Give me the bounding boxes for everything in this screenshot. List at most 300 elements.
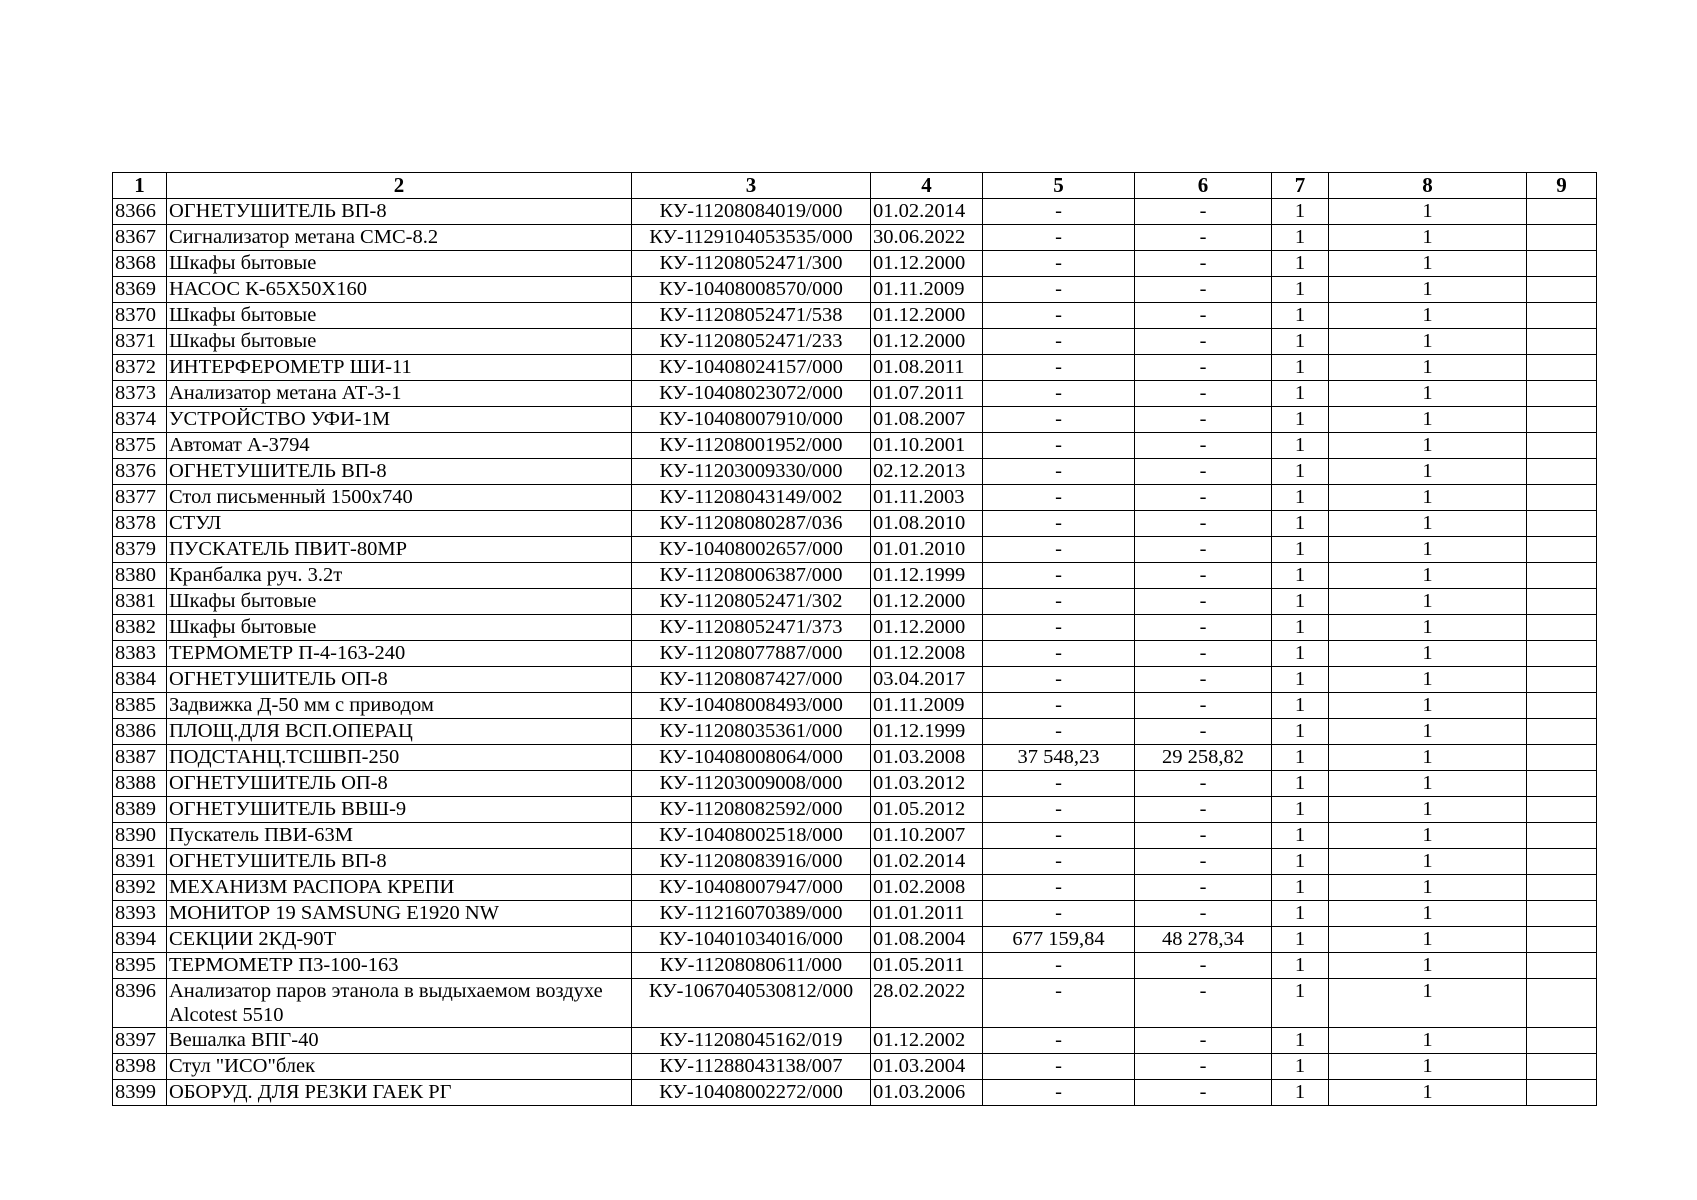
qty-col7-cell: 1 — [1272, 407, 1329, 433]
value-col6-cell: - — [1135, 511, 1272, 537]
qty-col8-cell: 1 — [1329, 511, 1527, 537]
date-cell: 01.11.2009 — [871, 693, 983, 719]
note-col9-cell — [1527, 927, 1597, 953]
row-number-cell: 8389 — [113, 797, 167, 823]
inventory-code-cell: КУ-11208084019/000 — [632, 199, 871, 225]
row-number-cell: 8383 — [113, 641, 167, 667]
value-col6-cell: - — [1135, 537, 1272, 563]
qty-col8-cell: 1 — [1329, 1028, 1527, 1054]
date-cell: 01.05.2012 — [871, 797, 983, 823]
table-row — [113, 329, 1597, 355]
qty-col7-cell: 1 — [1272, 1028, 1329, 1054]
qty-col8-cell: 1 — [1329, 355, 1527, 381]
table-row — [113, 849, 1597, 875]
row-number-cell: 8369 — [113, 277, 167, 303]
qty-col7-cell: 1 — [1272, 641, 1329, 667]
qty-col8-cell: 1 — [1329, 459, 1527, 485]
value-col6-cell: - — [1135, 953, 1272, 979]
inventory-code-cell: КУ-10408007947/000 — [632, 875, 871, 901]
date-cell: 01.01.2010 — [871, 537, 983, 563]
row-number-cell: 8399 — [113, 1080, 167, 1106]
qty-col7-cell: 1 — [1272, 797, 1329, 823]
qty-col8-cell: 1 — [1329, 277, 1527, 303]
item-name-cell: Шкафы бытовые — [167, 251, 632, 277]
item-name-cell: Автомат А-3794 — [167, 433, 632, 459]
inventory-code-cell: КУ-11208052471/302 — [632, 589, 871, 615]
date-cell: 01.08.2004 — [871, 927, 983, 953]
table-row — [113, 901, 1597, 927]
qty-col8-cell: 1 — [1329, 719, 1527, 745]
note-col9-cell — [1527, 693, 1597, 719]
qty-col7-cell: 1 — [1272, 563, 1329, 589]
table-row — [113, 615, 1597, 641]
value-col5-cell: - — [983, 485, 1135, 511]
column-header: 8 — [1329, 173, 1527, 199]
inventory-code-cell: КУ-10408024157/000 — [632, 355, 871, 381]
qty-col7-cell: 1 — [1272, 433, 1329, 459]
qty-col7-cell: 1 — [1272, 1080, 1329, 1106]
note-col9-cell — [1527, 667, 1597, 693]
note-col9-cell — [1527, 251, 1597, 277]
date-cell: 01.12.2000 — [871, 615, 983, 641]
value-col6-cell: - — [1135, 771, 1272, 797]
value-col6-cell: - — [1135, 225, 1272, 251]
qty-col8-cell: 1 — [1329, 849, 1527, 875]
qty-col7-cell: 1 — [1272, 823, 1329, 849]
value-col6-cell: - — [1135, 485, 1272, 511]
value-col5-cell: - — [983, 459, 1135, 485]
qty-col8-cell: 1 — [1329, 979, 1527, 1028]
date-cell: 02.12.2013 — [871, 459, 983, 485]
inventory-code-cell: КУ-10408002272/000 — [632, 1080, 871, 1106]
item-name-cell: УСТРОЙСТВО УФИ-1М — [167, 407, 632, 433]
note-col9-cell — [1527, 745, 1597, 771]
table-row — [113, 459, 1597, 485]
inventory-code-cell: КУ-10408008064/000 — [632, 745, 871, 771]
row-number-cell: 8377 — [113, 485, 167, 511]
date-cell: 01.12.2000 — [871, 303, 983, 329]
row-number-cell: 8374 — [113, 407, 167, 433]
note-col9-cell — [1527, 1080, 1597, 1106]
item-name-cell: Кранбалка руч. 3.2т — [167, 563, 632, 589]
qty-col8-cell: 1 — [1329, 953, 1527, 979]
inventory-code-cell: КУ-11208035361/000 — [632, 719, 871, 745]
date-cell: 01.12.2000 — [871, 589, 983, 615]
item-name-cell: Сигнализатор метана СМС-8.2 — [167, 225, 632, 251]
value-col6-cell: - — [1135, 719, 1272, 745]
inventory-code-cell: КУ-11208080287/036 — [632, 511, 871, 537]
note-col9-cell — [1527, 771, 1597, 797]
row-number-cell: 8370 — [113, 303, 167, 329]
qty-col8-cell: 1 — [1329, 251, 1527, 277]
qty-col7-cell: 1 — [1272, 875, 1329, 901]
table-row — [113, 979, 1597, 1028]
note-col9-cell — [1527, 589, 1597, 615]
qty-col8-cell: 1 — [1329, 641, 1527, 667]
inventory-code-cell: КУ-11208087427/000 — [632, 667, 871, 693]
row-number-cell: 8390 — [113, 823, 167, 849]
table-row — [113, 719, 1597, 745]
row-number-cell: 8373 — [113, 381, 167, 407]
item-name-cell: Анализатор паров этанола в выдыхаемом воздухе Alcotest 5510 — [167, 979, 632, 1028]
qty-col7-cell: 1 — [1272, 225, 1329, 251]
value-col5-cell: - — [983, 589, 1135, 615]
item-name-cell: ОГНЕТУШИТЕЛЬ ВП-8 — [167, 849, 632, 875]
note-col9-cell — [1527, 1054, 1597, 1080]
note-col9-cell — [1527, 433, 1597, 459]
inventory-code-cell: КУ-10408023072/000 — [632, 381, 871, 407]
item-name-cell: ОГНЕТУШИТЕЛЬ ВВШ-9 — [167, 797, 632, 823]
qty-col7-cell: 1 — [1272, 251, 1329, 277]
item-name-cell: Задвижка Д-50 мм с приводом — [167, 693, 632, 719]
value-col5-cell: - — [983, 355, 1135, 381]
value-col6-cell: - — [1135, 823, 1272, 849]
item-name-cell: ПУСКАТЕЛЬ ПВИТ-80МР — [167, 537, 632, 563]
qty-col8-cell: 1 — [1329, 823, 1527, 849]
row-number-cell: 8385 — [113, 693, 167, 719]
value-col5-cell: - — [983, 901, 1135, 927]
value-col5-cell: - — [983, 641, 1135, 667]
date-cell: 01.12.2002 — [871, 1028, 983, 1054]
date-cell: 01.02.2008 — [871, 875, 983, 901]
inventory-code-cell: КУ-11288043138/007 — [632, 1054, 871, 1080]
value-col5-cell: - — [983, 667, 1135, 693]
value-col6-cell: - — [1135, 303, 1272, 329]
row-number-cell: 8384 — [113, 667, 167, 693]
inventory-code-cell: КУ-11208052471/233 — [632, 329, 871, 355]
inventory-code-cell: КУ-11208077887/000 — [632, 641, 871, 667]
qty-col8-cell: 1 — [1329, 537, 1527, 563]
value-col5-cell: - — [983, 615, 1135, 641]
date-cell: 01.05.2011 — [871, 953, 983, 979]
qty-col8-cell: 1 — [1329, 303, 1527, 329]
row-number-cell: 8387 — [113, 745, 167, 771]
inventory-code-cell: КУ-11208043149/002 — [632, 485, 871, 511]
date-cell: 01.10.2001 — [871, 433, 983, 459]
value-col5-cell: - — [983, 303, 1135, 329]
table-row — [113, 875, 1597, 901]
item-name-cell: ПЛОЩ.ДЛЯ ВСП.ОПЕРАЦ — [167, 719, 632, 745]
date-cell: 01.08.2011 — [871, 355, 983, 381]
note-col9-cell — [1527, 1028, 1597, 1054]
value-col6-cell: 48 278,34 — [1135, 927, 1272, 953]
table-row — [113, 823, 1597, 849]
row-number-cell: 8382 — [113, 615, 167, 641]
value-col5-cell: - — [983, 381, 1135, 407]
date-cell: 01.07.2011 — [871, 381, 983, 407]
qty-col8-cell: 1 — [1329, 771, 1527, 797]
value-col6-cell: - — [1135, 459, 1272, 485]
item-name-cell: Стул "ИСО"блек — [167, 1054, 632, 1080]
note-col9-cell — [1527, 615, 1597, 641]
value-col6-cell: - — [1135, 355, 1272, 381]
qty-col7-cell: 1 — [1272, 329, 1329, 355]
qty-col7-cell: 1 — [1272, 485, 1329, 511]
value-col5-cell: - — [983, 979, 1135, 1028]
item-name-cell: МОНИТОР 19 SAMSUNG E1920 NW — [167, 901, 632, 927]
date-cell: 01.03.2004 — [871, 1054, 983, 1080]
date-cell: 01.02.2014 — [871, 199, 983, 225]
table-row — [113, 1028, 1597, 1054]
value-col5-cell: - — [983, 433, 1135, 459]
value-col6-cell: - — [1135, 693, 1272, 719]
note-col9-cell — [1527, 381, 1597, 407]
qty-col8-cell: 1 — [1329, 407, 1527, 433]
qty-col8-cell: 1 — [1329, 329, 1527, 355]
value-col5-cell: - — [983, 719, 1135, 745]
qty-col8-cell: 1 — [1329, 225, 1527, 251]
note-col9-cell — [1527, 459, 1597, 485]
qty-col7-cell: 1 — [1272, 511, 1329, 537]
note-col9-cell — [1527, 225, 1597, 251]
row-number-cell: 8378 — [113, 511, 167, 537]
qty-col7-cell: 1 — [1272, 901, 1329, 927]
inventory-code-cell: КУ-11208001952/000 — [632, 433, 871, 459]
document-page — [112, 172, 1597, 1106]
note-col9-cell — [1527, 303, 1597, 329]
value-col6-cell: - — [1135, 849, 1272, 875]
note-col9-cell — [1527, 355, 1597, 381]
row-number-cell: 8375 — [113, 433, 167, 459]
row-number-cell: 8393 — [113, 901, 167, 927]
qty-col8-cell: 1 — [1329, 433, 1527, 459]
item-name-cell: ОБОРУД. ДЛЯ РЕЗКИ ГАЕК РГ — [167, 1080, 632, 1106]
value-col5-cell: - — [983, 693, 1135, 719]
row-number-cell: 8379 — [113, 537, 167, 563]
column-header: 1 — [113, 173, 167, 199]
table-body — [113, 199, 1597, 1106]
value-col6-cell: - — [1135, 1054, 1272, 1080]
value-col5-cell: - — [983, 849, 1135, 875]
table-row — [113, 927, 1597, 953]
note-col9-cell — [1527, 953, 1597, 979]
qty-col7-cell: 1 — [1272, 953, 1329, 979]
inventory-code-cell: КУ-11208006387/000 — [632, 563, 871, 589]
note-col9-cell — [1527, 979, 1597, 1028]
value-col6-cell: - — [1135, 1028, 1272, 1054]
table-row — [113, 1080, 1597, 1106]
inventory-code-cell: КУ-10408008493/000 — [632, 693, 871, 719]
date-cell: 01.12.1999 — [871, 563, 983, 589]
row-number-cell: 8381 — [113, 589, 167, 615]
item-name-cell: ОГНЕТУШИТЕЛЬ ОП-8 — [167, 771, 632, 797]
item-name-cell: СЕКЦИИ 2КД-90Т — [167, 927, 632, 953]
value-col6-cell: - — [1135, 615, 1272, 641]
inventory-code-cell: КУ-11208082592/000 — [632, 797, 871, 823]
value-col5-cell: - — [983, 1028, 1135, 1054]
qty-col8-cell: 1 — [1329, 381, 1527, 407]
column-header: 5 — [983, 173, 1135, 199]
item-name-cell: СТУЛ — [167, 511, 632, 537]
item-name-cell: НАСОС К-65Х50Х160 — [167, 277, 632, 303]
date-cell: 01.03.2008 — [871, 745, 983, 771]
table-row — [113, 381, 1597, 407]
row-number-cell: 8396 — [113, 979, 167, 1028]
value-col6-cell: - — [1135, 563, 1272, 589]
qty-col8-cell: 1 — [1329, 563, 1527, 589]
value-col6-cell: - — [1135, 199, 1272, 225]
item-name-cell: Шкафы бытовые — [167, 615, 632, 641]
row-number-cell: 8380 — [113, 563, 167, 589]
qty-col7-cell: 1 — [1272, 667, 1329, 693]
qty-col8-cell: 1 — [1329, 1080, 1527, 1106]
date-cell: 01.12.1999 — [871, 719, 983, 745]
row-number-cell: 8368 — [113, 251, 167, 277]
row-number-cell: 8395 — [113, 953, 167, 979]
table-row — [113, 251, 1597, 277]
note-col9-cell — [1527, 823, 1597, 849]
table-row — [113, 485, 1597, 511]
table-row — [113, 277, 1597, 303]
item-name-cell: МЕХАНИЗМ РАСПОРА КРЕПИ — [167, 875, 632, 901]
value-col5-cell: - — [983, 277, 1135, 303]
value-col6-cell: - — [1135, 589, 1272, 615]
qty-col8-cell: 1 — [1329, 901, 1527, 927]
table-row — [113, 537, 1597, 563]
value-col5-cell: - — [983, 771, 1135, 797]
qty-col8-cell: 1 — [1329, 615, 1527, 641]
table-row — [113, 1054, 1597, 1080]
row-number-cell: 8398 — [113, 1054, 167, 1080]
note-col9-cell — [1527, 277, 1597, 303]
date-cell: 28.02.2022 — [871, 979, 983, 1028]
value-col6-cell: - — [1135, 667, 1272, 693]
row-number-cell: 8394 — [113, 927, 167, 953]
qty-col7-cell: 1 — [1272, 1054, 1329, 1080]
value-col6-cell: - — [1135, 277, 1272, 303]
item-name-cell: Шкафы бытовые — [167, 589, 632, 615]
column-header: 7 — [1272, 173, 1329, 199]
row-number-cell: 8386 — [113, 719, 167, 745]
value-col5-cell: - — [983, 1080, 1135, 1106]
note-col9-cell — [1527, 511, 1597, 537]
qty-col7-cell: 1 — [1272, 355, 1329, 381]
value-col5-cell: - — [983, 329, 1135, 355]
qty-col8-cell: 1 — [1329, 1054, 1527, 1080]
table-row — [113, 199, 1597, 225]
qty-col8-cell: 1 — [1329, 693, 1527, 719]
qty-col7-cell: 1 — [1272, 979, 1329, 1028]
row-number-cell: 8372 — [113, 355, 167, 381]
item-name-cell: Шкафы бытовые — [167, 329, 632, 355]
item-name-cell: Пускатель ПВИ-63М — [167, 823, 632, 849]
table-row — [113, 693, 1597, 719]
table-row — [113, 407, 1597, 433]
qty-col7-cell: 1 — [1272, 459, 1329, 485]
value-col5-cell: - — [983, 823, 1135, 849]
qty-col8-cell: 1 — [1329, 927, 1527, 953]
table-row — [113, 355, 1597, 381]
value-col6-cell: - — [1135, 641, 1272, 667]
qty-col8-cell: 1 — [1329, 667, 1527, 693]
column-header: 3 — [632, 173, 871, 199]
value-col6-cell: - — [1135, 407, 1272, 433]
inventory-code-cell: КУ-11203009330/000 — [632, 459, 871, 485]
item-name-cell: Стол письменный 1500х740 — [167, 485, 632, 511]
note-col9-cell — [1527, 329, 1597, 355]
qty-col7-cell: 1 — [1272, 537, 1329, 563]
inventory-code-cell: КУ-1067040530812/000 — [632, 979, 871, 1028]
table-row — [113, 563, 1597, 589]
value-col6-cell: - — [1135, 329, 1272, 355]
inventory-code-cell: КУ-10408002657/000 — [632, 537, 871, 563]
qty-col8-cell: 1 — [1329, 589, 1527, 615]
date-cell: 03.04.2017 — [871, 667, 983, 693]
inventory-code-cell: КУ-11208052471/300 — [632, 251, 871, 277]
item-name-cell: ИНТЕРФЕРОМЕТР ШИ-11 — [167, 355, 632, 381]
qty-col7-cell: 1 — [1272, 589, 1329, 615]
item-name-cell: ТЕРМОМЕТР П3-100-163 — [167, 953, 632, 979]
inventory-table — [112, 172, 1597, 1106]
row-number-cell: 8366 — [113, 199, 167, 225]
note-col9-cell — [1527, 875, 1597, 901]
table-row — [113, 589, 1597, 615]
table-row — [113, 225, 1597, 251]
value-col5-cell: - — [983, 563, 1135, 589]
table-row — [113, 953, 1597, 979]
column-header: 4 — [871, 173, 983, 199]
item-name-cell: ОГНЕТУШИТЕЛЬ ОП-8 — [167, 667, 632, 693]
row-number-cell: 8388 — [113, 771, 167, 797]
value-col6-cell: 29 258,82 — [1135, 745, 1272, 771]
column-header: 6 — [1135, 173, 1272, 199]
date-cell: 01.08.2007 — [871, 407, 983, 433]
row-number-cell: 8391 — [113, 849, 167, 875]
value-col6-cell: - — [1135, 979, 1272, 1028]
inventory-code-cell: КУ-11216070389/000 — [632, 901, 871, 927]
date-cell: 01.11.2003 — [871, 485, 983, 511]
value-col5-cell: 37 548,23 — [983, 745, 1135, 771]
date-cell: 01.03.2006 — [871, 1080, 983, 1106]
note-col9-cell — [1527, 641, 1597, 667]
row-number-cell: 8392 — [113, 875, 167, 901]
date-cell: 01.01.2011 — [871, 901, 983, 927]
value-col6-cell: - — [1135, 797, 1272, 823]
qty-col7-cell: 1 — [1272, 849, 1329, 875]
table-row — [113, 797, 1597, 823]
note-col9-cell — [1527, 485, 1597, 511]
qty-col8-cell: 1 — [1329, 875, 1527, 901]
item-name-cell: Анализатор метана АТ-3-1 — [167, 381, 632, 407]
item-name-cell: Вешалка ВПГ-40 — [167, 1028, 632, 1054]
inventory-code-cell: КУ-11208083916/000 — [632, 849, 871, 875]
table-row — [113, 745, 1597, 771]
column-header: 2 — [167, 173, 632, 199]
value-col6-cell: - — [1135, 901, 1272, 927]
value-col6-cell: - — [1135, 251, 1272, 277]
date-cell: 01.03.2012 — [871, 771, 983, 797]
qty-col7-cell: 1 — [1272, 927, 1329, 953]
date-cell: 01.12.2000 — [871, 251, 983, 277]
table-row — [113, 433, 1597, 459]
qty-col8-cell: 1 — [1329, 485, 1527, 511]
row-number-cell: 8371 — [113, 329, 167, 355]
table-row — [113, 303, 1597, 329]
inventory-code-cell: КУ-1129104053535/000 — [632, 225, 871, 251]
note-col9-cell — [1527, 719, 1597, 745]
qty-col7-cell: 1 — [1272, 745, 1329, 771]
inventory-code-cell: КУ-11208045162/019 — [632, 1028, 871, 1054]
qty-col7-cell: 1 — [1272, 719, 1329, 745]
inventory-code-cell: КУ-11208052471/538 — [632, 303, 871, 329]
table-row — [113, 771, 1597, 797]
table-row — [113, 511, 1597, 537]
table-row — [113, 667, 1597, 693]
value-col6-cell: - — [1135, 1080, 1272, 1106]
qty-col8-cell: 1 — [1329, 199, 1527, 225]
value-col5-cell: - — [983, 199, 1135, 225]
note-col9-cell — [1527, 407, 1597, 433]
